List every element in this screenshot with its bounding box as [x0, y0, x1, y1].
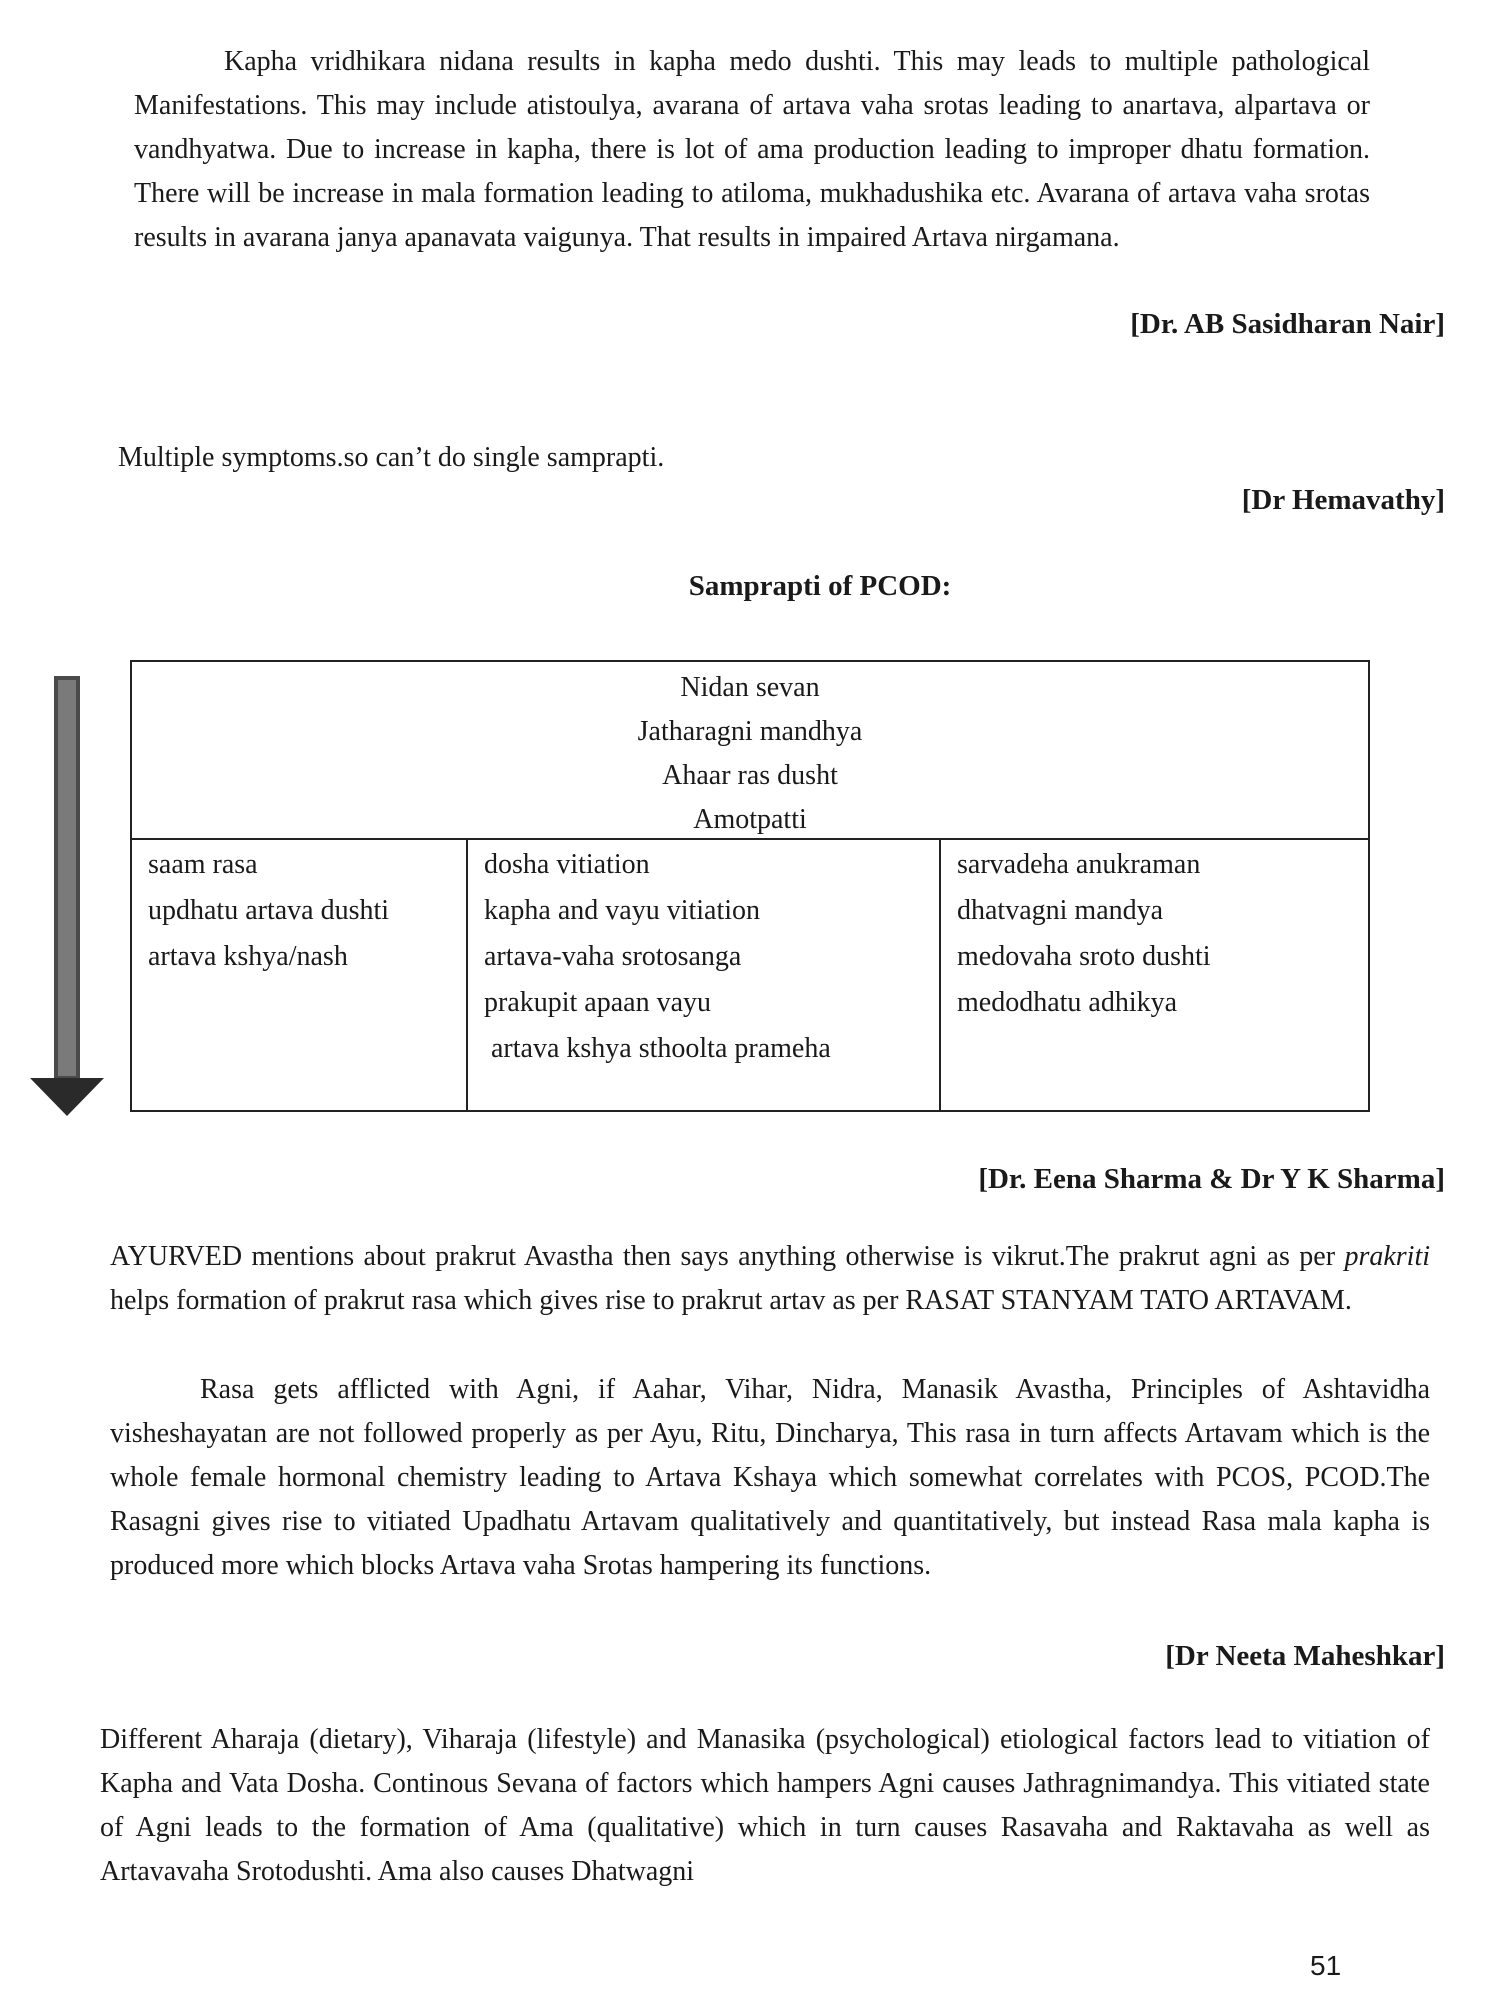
- paragraph-multiple-symptoms: Multiple symptoms.so can’t do single samprapti.: [118, 442, 665, 473]
- table-cell-line: artava kshya sthoolta prameha: [484, 1033, 831, 1064]
- table-cell-line: medodhatu adhikya: [957, 987, 1178, 1018]
- table-cell-line: updhatu artava dushti: [148, 895, 390, 926]
- paragraph-text: helps formation of prakrut rasa which gives rise to prakrut artav as per RASAT STANYAM TATO ARTAVAM.: [110, 1285, 1352, 1316]
- attribution-sasidharan-nair: [Dr. AB Sasidharan Nair]: [1130, 308, 1445, 340]
- table-cell-line: artava kshya/nash: [148, 941, 348, 972]
- table-cell-line: artava-vaha srotosanga: [484, 941, 742, 972]
- table-top-row: Jatharagni mandhya: [637, 716, 863, 747]
- table-column-rasa: [132, 840, 468, 1110]
- table-cell-line: sarvadeha anukraman: [957, 849, 1201, 880]
- samprapti-table: [130, 660, 1370, 1112]
- table-cell-line: saam rasa: [148, 849, 258, 880]
- paragraph-aharaja-viharaja: Different Aharaja (dietary), Viharaja (lifestyle) and Manasika (psychological) etiological factors lead to vitiation of Kapha and Vata Dosha. Continous Sevana of factors which hampers Agni causes Jathragnimandya. This vitiated state of Agni leads to the formation of Ama (qualitative) which in turn causes Rasavaha and Raktavaha as well as Artavavaha Srotodushti. Ama also causes Dhatwagni: [100, 1724, 1430, 1887]
- table-column-medo: [941, 840, 1370, 1110]
- paragraph-text: AYURVED mentions about prakrut Avastha then says anything otherwise is vikrut.The prakrut agni as per: [110, 1241, 1345, 1272]
- table-cell-line: medovaha sroto dushti: [957, 941, 1211, 972]
- table-column-dosha: [468, 840, 941, 1110]
- table-cell-line: kapha and vayu vitiation: [484, 895, 761, 926]
- table-cell-line: dosha vitiation: [484, 849, 650, 880]
- paragraph-italic-term: prakriti: [1344, 1241, 1430, 1272]
- attribution-eena-sharma: [Dr. Eena Sharma & Dr Y K Sharma]: [978, 1163, 1445, 1195]
- paragraph-ayurved-prakrut: [110, 1235, 1430, 1323]
- table-top-row: Ahaar ras dusht: [662, 760, 838, 791]
- table-top-row: Nidan sevan: [680, 672, 820, 703]
- attribution-neeta-maheshkar: [Dr Neeta Maheshkar]: [1165, 1640, 1445, 1672]
- page-number: 51: [1310, 1950, 1342, 1981]
- table-cell-line: prakupit apaan vayu: [484, 987, 712, 1018]
- samprapti-heading: Samprapti of PCOD:: [688, 570, 952, 602]
- paragraph-kapha-vridhikara: Kapha vridhikara nidana results in kapha medo dushti. This may leads to multiple pathological Manifestations. This may include atistoulya, avarana of artava vaha srotas leading to anartava, alpartava or vandhyatwa. Due to increase in kapha, there is lot of ama production leading to improper dhatu formation. There will be increase in mala formation leading to atiloma, mukhadushika etc. Avarana of artava vaha srotas results in avarana janya apanavata vaigunya. That results in impaired Artava nirgamana.: [134, 46, 1370, 253]
- flow-down-arrow-icon: [30, 676, 104, 1116]
- table-cell-line: dhatvagni mandya: [957, 895, 1164, 926]
- table-top-row: Amotpatti: [693, 804, 807, 835]
- paragraph-rasa-afflicted: Rasa gets afflicted with Agni, if Aahar, Vihar, Nidra, Manasik Avastha, Principles of Ashtavidha visheshayatan are not followed properly as per Ayu, Ritu, Dincharya, This rasa in turn affects Artavam which is the whole female hormonal chemistry leading to Artava Kshaya which somewhat correlates with PCOS, PCOD.The Rasagni gives rise to vitiated Upadhatu Artavam qualitatively and quantitatively, but instead Rasa mala kapha is produced more which blocks Artava vaha Srotas hampering its functions.: [110, 1374, 1430, 1581]
- table-top-cell: [132, 662, 1368, 840]
- attribution-hemavathy: [Dr Hemavathy]: [1241, 484, 1445, 516]
